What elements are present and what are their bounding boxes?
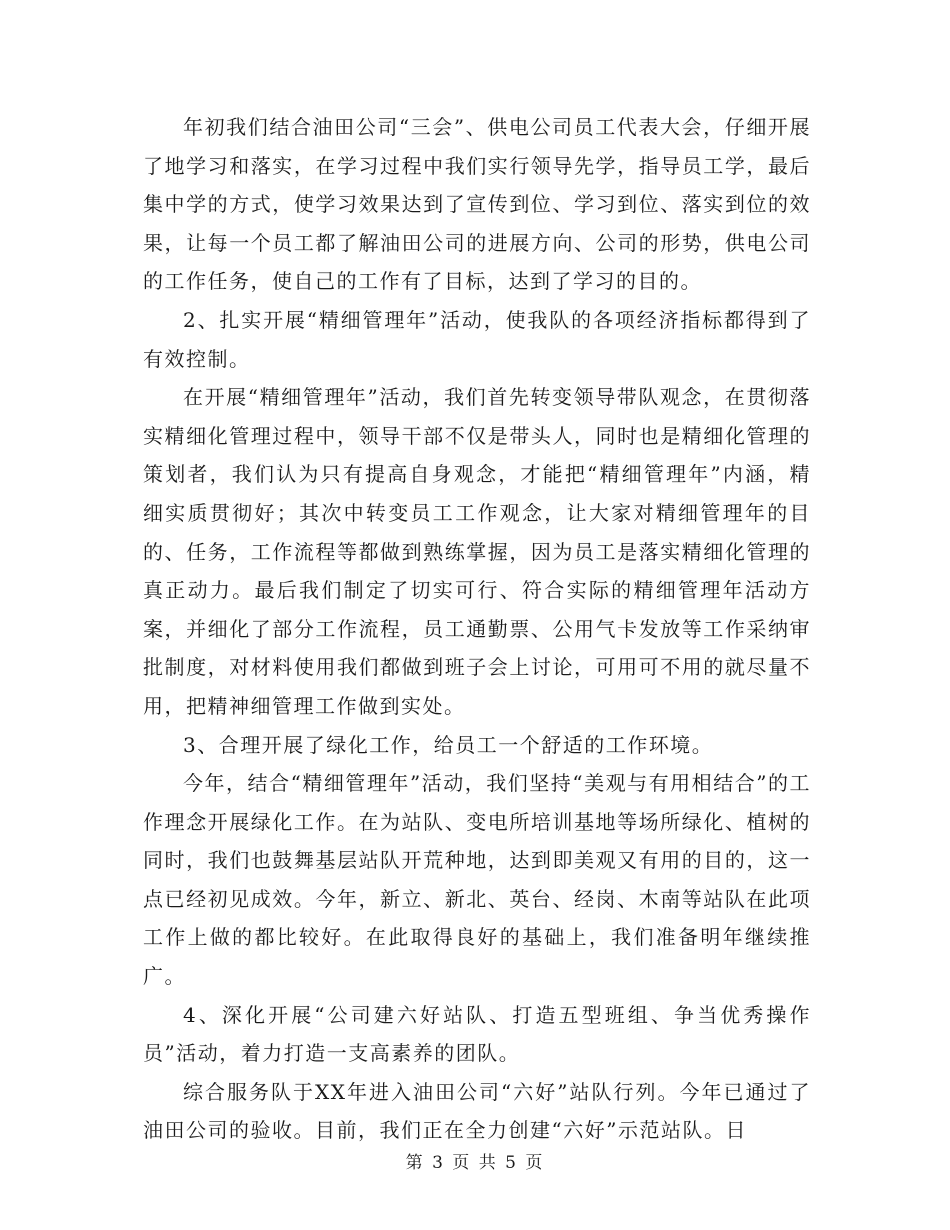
paragraph-2-heading: 2、扎实开展“精细管理年”活动，使我队的各项经济指标都得到了有效控制。 xyxy=(143,307,811,371)
page-number-footer: 第 3 页 共 5 页 xyxy=(405,1153,545,1173)
paragraph-6-heading: 4、深化开展“公司建六好站队、打造五型班组、争当优秀操作员”活动，着力打造一支高素养的团队。 xyxy=(143,1002,811,1066)
document-body xyxy=(143,108,811,1150)
paragraph-4-heading: 3、合理开展了绿化工作，给员工一个舒适的工作环境。 xyxy=(183,732,714,757)
paragraph-3: 在开展“精细管理年”活动，我们首先转变领导带队观念，在贯彻落实精细化管理过程中，领导干部不仅是带头人，同时也是精细化管理的策划者，我们认为只有提高自身观念，才能把“精细管理年”内涵，精细实质贯彻好；其次中转变员工工作观念，让大家对精细管理年的目的、任务，工作流程等都做到熟练掌握，因为员工是落实精细化管理的真正动力。最后我们制定了切实可行、符合实际的精细管理年活动方案，并细化了部分工作流程，员工通勤票、公用气卡发放等工作采纳审批制度，对材料使用我们都做到班子会上讨论，可用可不用的就尽量不用，把精神细管理工作做到实处。 xyxy=(143,385,811,718)
paragraph-5: 今年，结合“精细管理年”活动，我们坚持“美观与有用相结合”的工作理念开展绿化工作。在为站队、变电所培训基地等场所绿化、植树的同时，我们也鼓舞基层站队开荒种地，达到即美观又有用的目的，这一点已经初见成效。今年，新立、新北、英台、经岗、木南等站队在此项工作上做的都比较好。在此取得良好的基础上，我们准备明年继续推广。 xyxy=(143,771,811,989)
paragraph-7: 综合服务队于XX年进入油田公司“六好”站队行列。今年已通过了油田公司的验收。目前，我们正在全力创建“六好”示范站队。日 xyxy=(143,1079,811,1143)
paragraph-1: 年初我们结合油田公司“三会”、供电公司员工代表大会，仔细开展了地学习和落实，在学习过程中我们实行领导先学，指导员工学，最后集中学的方式，使学习效果达到了宣传到位、学习到位、落实到位的效果，让每一个员工都了解油田公司的进展方向、公司的形势，供电公司的工作任务，使自己的工作有了目标，达到了学习的目的。 xyxy=(143,115,811,294)
